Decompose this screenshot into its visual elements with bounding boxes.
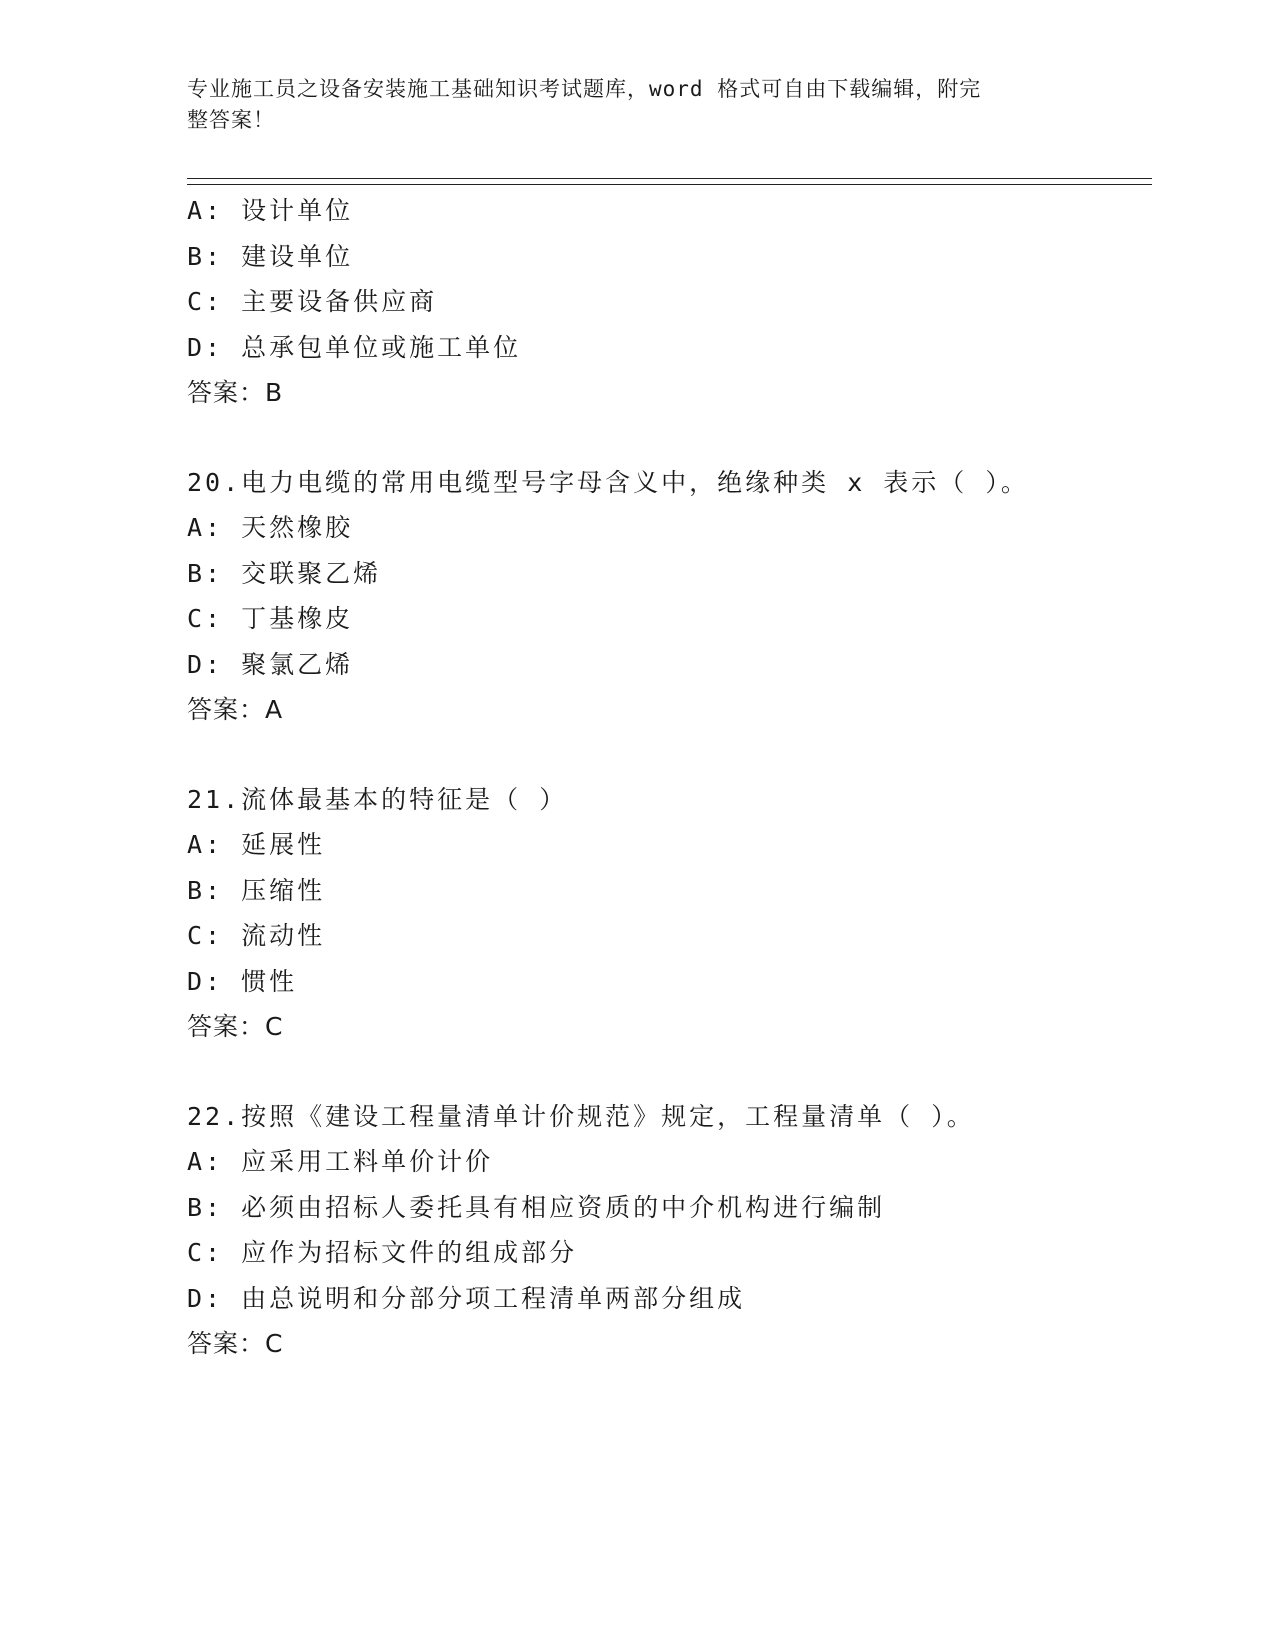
option-a: A: 天然橡胶 <box>187 513 354 542</box>
question-20-block <box>187 460 1147 733</box>
option-c: C: 丁基橡皮 <box>187 604 354 633</box>
answer: 答案：C <box>187 1012 284 1041</box>
question-list <box>187 188 1147 1367</box>
option-b: B: 交联聚乙烯 <box>187 558 382 588</box>
question-21-block <box>187 777 1147 1050</box>
question-text: 21.流体最基本的特征是（ ） <box>187 784 568 814</box>
option-a: A: 设计单位 <box>187 196 354 225</box>
option-b: B: 必须由招标人委托具有相应资质的中介机构进行编制 <box>187 1192 886 1222</box>
document-header <box>187 74 1067 136</box>
spacer <box>187 416 1147 460</box>
option-d: D: 总承包单位或施工单位 <box>187 332 522 362</box>
spacer <box>187 733 1147 777</box>
header-line-1: 专业施工员之设备安装施工基础知识考试题库，word 格式可自由下载编辑，附完 <box>187 77 982 101</box>
option-d: D: 由总说明和分部分项工程清单两部分组成 <box>187 1283 746 1313</box>
option-d: D: 聚氯乙烯 <box>187 649 354 679</box>
option-a: A: 延展性 <box>187 830 326 859</box>
option-b: B: 建设单位 <box>187 241 354 271</box>
option-c: C: 流动性 <box>187 921 326 950</box>
header-divider <box>187 178 1152 185</box>
question-22-block <box>187 1094 1147 1367</box>
header-line-2: 整答案！ <box>187 108 275 132</box>
option-b: B: 压缩性 <box>187 875 326 905</box>
answer: 答案：C <box>187 1329 284 1358</box>
question-text: 22.按照《建设工程量清单计价规范》规定，工程量清单（ ）。 <box>187 1101 975 1131</box>
option-c: C: 主要设备供应商 <box>187 287 438 316</box>
option-a: A: 应采用工料单价计价 <box>187 1147 494 1176</box>
spacer <box>187 1050 1147 1094</box>
option-d: D: 惯性 <box>187 966 298 996</box>
option-c: C: 应作为招标文件的组成部分 <box>187 1238 578 1267</box>
answer: 答案：B <box>187 378 284 407</box>
question-text: 20.电力电缆的常用电缆型号字母含义中，绝缘种类 x 表示（ ）。 <box>187 467 1029 497</box>
question-19-block <box>187 188 1147 416</box>
answer: 答案：A <box>187 695 284 724</box>
